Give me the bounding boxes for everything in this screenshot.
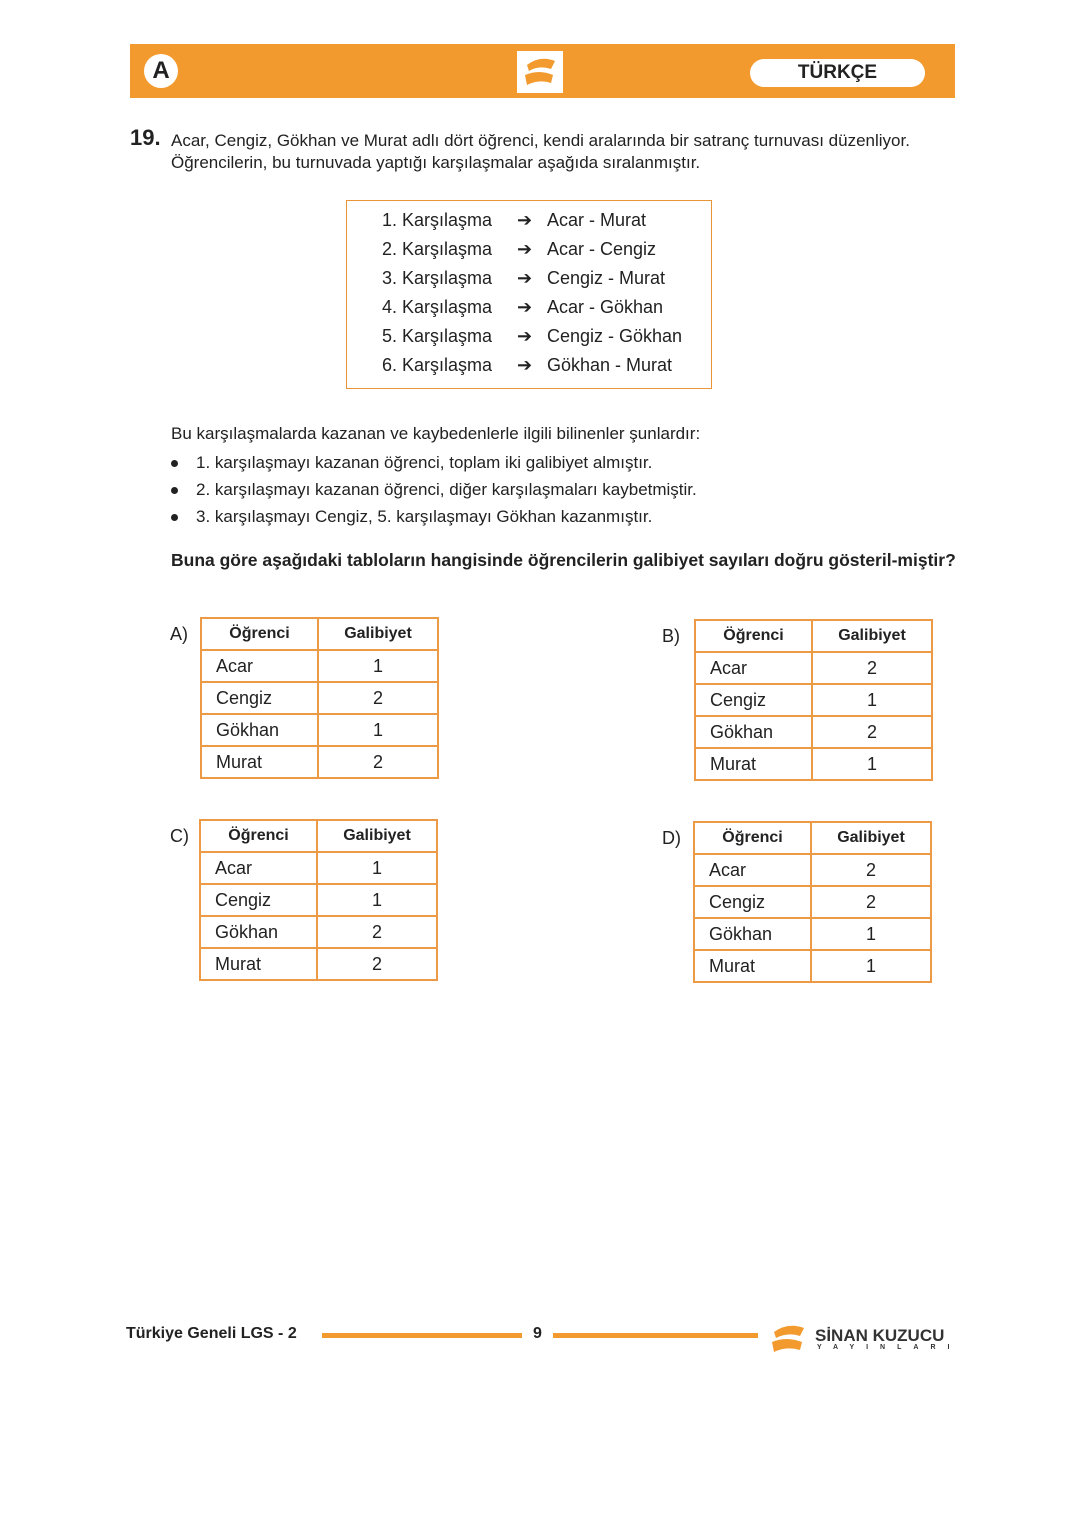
column-header: Galibiyet — [318, 618, 438, 650]
wins-cell: 2 — [318, 746, 438, 778]
student-cell: Cengiz — [201, 682, 318, 714]
table-row — [694, 950, 931, 982]
table-row — [200, 948, 437, 980]
footer-bar — [322, 1333, 522, 1338]
column-header: Galibiyet — [317, 820, 437, 852]
question-number: 19. — [130, 125, 161, 150]
student-cell: Cengiz — [695, 684, 812, 716]
bullet-item — [171, 507, 652, 527]
student-cell: Acar — [694, 854, 811, 886]
arrow-icon: ➔ — [516, 297, 533, 317]
bullet-text: 1. karşılaşmayı kazanan öğrenci, toplam iki galibiyet almıştır. — [196, 453, 653, 472]
booklet-badge: A — [144, 54, 178, 88]
wins-cell: 1 — [811, 950, 931, 982]
wins-cell: 1 — [318, 650, 438, 682]
match-label: 1. Karşılaşma — [382, 210, 493, 230]
student-cell: Murat — [694, 950, 811, 982]
wins-cell: 2 — [811, 854, 931, 886]
wins-cell: 2 — [317, 948, 437, 980]
match-row — [382, 355, 672, 376]
arrow-icon: ➔ — [516, 268, 533, 288]
brand-name: SİNAN KUZUCU — [815, 1326, 945, 1345]
wins-cell: 1 — [812, 684, 932, 716]
matches-box — [346, 200, 712, 389]
match-pair: Cengiz - Gökhan — [547, 326, 683, 346]
bullet-item — [171, 480, 697, 500]
books-logo-icon — [517, 51, 563, 93]
table-header — [694, 822, 931, 854]
footer-bar — [553, 1333, 758, 1338]
column-header: Öğrenci — [200, 820, 317, 852]
wins-cell: 2 — [812, 652, 932, 684]
column-header: Öğrenci — [695, 620, 812, 652]
match-label: 3. Karşılaşma — [382, 268, 493, 288]
student-cell: Gökhan — [695, 716, 812, 748]
match-pair: Acar - Gökhan — [547, 297, 664, 317]
student-cell: Acar — [200, 852, 317, 884]
column-header: Galibiyet — [811, 822, 931, 854]
column-header: Öğrenci — [694, 822, 811, 854]
table-row — [695, 652, 932, 684]
table-row — [695, 716, 932, 748]
table-header — [695, 620, 932, 652]
table-row — [695, 684, 932, 716]
table-row — [201, 682, 438, 714]
wins-cell: 1 — [317, 852, 437, 884]
option-table-b — [694, 619, 933, 781]
student-cell: Murat — [200, 948, 317, 980]
exam-title: Türkiye Geneli LGS - 2 — [126, 1325, 297, 1342]
bullet-item — [171, 453, 652, 473]
arrow-icon: ➔ — [516, 210, 533, 230]
match-label: 6. Karşılaşma — [382, 355, 493, 375]
arrow-icon: ➔ — [516, 326, 533, 346]
bullet-text: 2. karşılaşmayı kazanan öğrenci, diğer karşılaşmaları kaybetmiştir. — [196, 480, 697, 499]
table-row — [201, 650, 438, 682]
brand-logo-icon — [770, 1322, 808, 1359]
brand-subtitle: YAYINLARI — [817, 1344, 962, 1351]
wins-cell: 2 — [318, 682, 438, 714]
student-cell: Murat — [695, 748, 812, 780]
match-pair: Gökhan - Murat — [547, 355, 673, 375]
student-cell: Acar — [201, 650, 318, 682]
table-row — [200, 852, 437, 884]
wins-cell: 1 — [318, 714, 438, 746]
student-cell: Gökhan — [201, 714, 318, 746]
option-label[interactable]: D) — [662, 828, 681, 848]
wins-cell: 1 — [317, 884, 437, 916]
question-text: Acar, Cengiz, Gökhan ve Murat adlı dört öğrenci, kendi aralarında bir satranç turnuvası düzenliyor. Öğrencilerin, bu turnuvada yaptığı karşılaşmalar aşağıda sıralanmıştır. — [171, 131, 910, 172]
wins-cell: 2 — [317, 916, 437, 948]
column-header: Öğrenci — [201, 618, 318, 650]
table-header — [200, 820, 437, 852]
arrow-icon: ➔ — [516, 355, 533, 375]
column-header: Galibiyet — [812, 620, 932, 652]
option-label[interactable]: B) — [662, 626, 680, 646]
header-bar — [130, 44, 955, 98]
option-table-d — [693, 821, 932, 983]
student-cell: Gökhan — [200, 916, 317, 948]
match-row — [382, 326, 682, 347]
student-cell: Cengiz — [694, 886, 811, 918]
student-cell: Murat — [201, 746, 318, 778]
table-header — [201, 618, 438, 650]
option-table-c — [199, 819, 438, 981]
question-prompt: Buna göre aşağıdaki tabloların hangisinde öğrencilerin galibiyet sayıları doğru gösteril-miştir? — [171, 550, 956, 570]
match-pair: Acar - Murat — [547, 210, 647, 230]
table-row — [694, 918, 931, 950]
table-row — [695, 748, 932, 780]
match-pair: Cengiz - Murat — [547, 268, 666, 288]
wins-cell: 2 — [812, 716, 932, 748]
wins-cell: 1 — [811, 918, 931, 950]
match-row — [382, 210, 646, 231]
table-row — [200, 916, 437, 948]
match-row — [382, 239, 656, 260]
student-cell: Gökhan — [694, 918, 811, 950]
arrow-icon: ➔ — [516, 239, 533, 259]
page-number: 9 — [533, 1325, 542, 1342]
table-row — [694, 886, 931, 918]
match-pair: Acar - Cengiz — [547, 239, 657, 259]
option-label[interactable]: C) — [170, 826, 189, 846]
intro-text: Bu karşılaşmalarda kazanan ve kaybedenlerle ilgili bilinenler şunlardır: — [171, 424, 701, 443]
student-cell: Acar — [695, 652, 812, 684]
match-row — [382, 268, 665, 289]
bullet-text: 3. karşılaşmayı Cengiz, 5. karşılaşmayı Gökhan kazanmıştır. — [196, 507, 653, 526]
match-label: 2. Karşılaşma — [382, 239, 493, 259]
match-label: 5. Karşılaşma — [382, 326, 493, 346]
table-row — [200, 884, 437, 916]
table-row — [201, 746, 438, 778]
option-label[interactable]: A) — [170, 624, 188, 644]
match-label: 4. Karşılaşma — [382, 297, 493, 317]
subject-label: TÜRKÇE — [750, 59, 925, 87]
student-cell: Cengiz — [200, 884, 317, 916]
table-row — [201, 714, 438, 746]
wins-cell: 2 — [811, 886, 931, 918]
option-table-a — [200, 617, 439, 779]
match-row — [382, 297, 663, 318]
wins-cell: 1 — [812, 748, 932, 780]
table-row — [694, 854, 931, 886]
